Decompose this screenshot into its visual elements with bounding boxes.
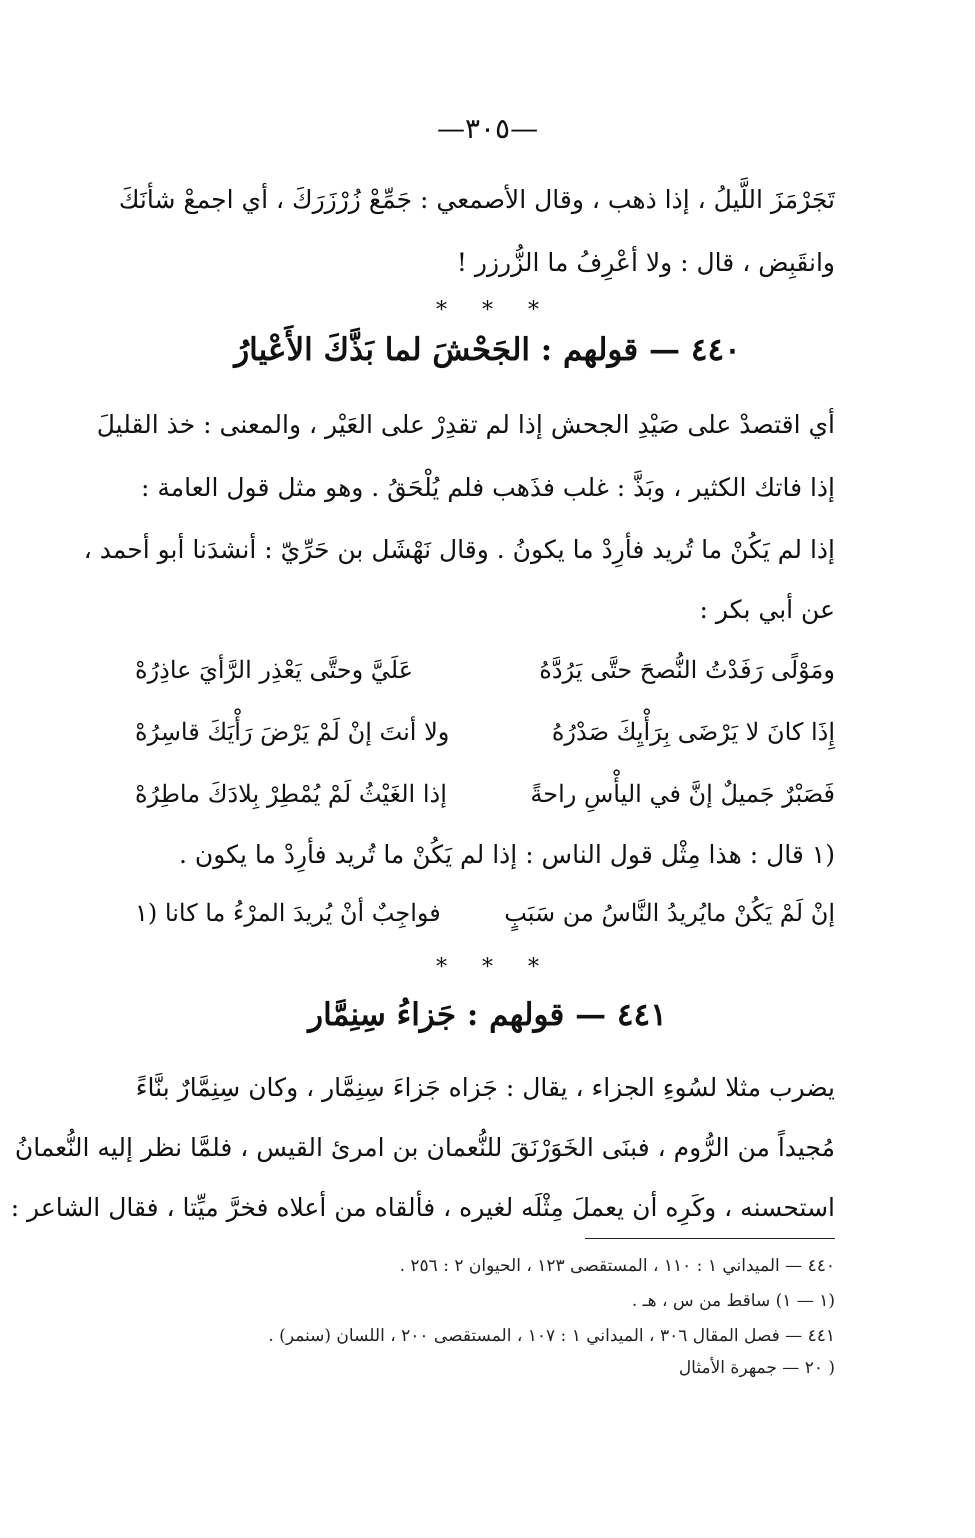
paragraph-line: عن أبي بكر :	[699, 595, 835, 624]
poem-verse	[135, 893, 835, 933]
poem-verse	[135, 712, 835, 752]
paragraph-line: إذا لم يَكُنْ ما تُريد فأرِدْ ما يكونُ . وقال نَهْشَل بن حَرِّيّ : أنشدَنا أبو أحمد ،	[83, 535, 835, 564]
verse-first-hemistich: ومَوْلًى رَفَدْتُ النُّصحَ حتَّى يَرُدَّهُ	[539, 656, 835, 684]
footnote: ٤٤١ — فصل المقال ٣٠٦ ، الميداني ١ : ١٠٧ ، المستقصى ٢٠٠ ، اللسان (سنمر) .	[268, 1326, 835, 1346]
paragraph-line: أي اقتصدْ على صَيْدِ الجحش إذا لم تقدِرْ على العَيْر ، والمعنى : خذ القليلَ	[96, 410, 835, 439]
paragraph-line: إذا فاتك الكثير ، وبَذَّ : غلب فذَهب فلم يُلْحَقُ . وهو مثل قول العامة :	[141, 473, 835, 502]
paragraph-line: تَجَرْمَزَ اللَّيلُ ، إذا ذهب ، وقال الأصمعي : جَمِّعْ زُرْزَرَكَ ، أي اجمعْ شأنَكَ	[118, 185, 835, 214]
paragraph-line: استحسنه ، وكَرِه أن يعملَ مِثْلَه لغيره ، فألقاه من أعلاه فخرَّ ميِّتا ، فقال الشاعر :	[10, 1193, 835, 1222]
section-separator: * * *	[436, 298, 539, 323]
verse-first-hemistich: إِذَا كانَ لا يَرْضَى بِرَأْيِكَ صَدْرُهُ	[551, 718, 835, 746]
verse-first-hemistich: فَصَبْرٌ جَميلٌ إنَّ في اليأْسِ راحةً	[530, 780, 835, 808]
poem-verse	[135, 650, 835, 690]
verse-second-hemistich: ولا أنتَ إنْ لَمْ يَرْضَ رَأْيَكَ قاسِرُهْ	[135, 718, 450, 746]
footnote: ٤٤٠ — الميداني ١ : ١١٠ ، المستقصى ١٢٣ ، الحيوان ٢ : ٢٥٦ .	[399, 1256, 835, 1276]
verse-second-hemistich: فواجِبٌ أنْ يُريدَ المرْءُ ما كانا (١	[135, 899, 441, 927]
footnote: (١ — ١) ساقط من س ، هـ .	[631, 1291, 835, 1311]
footnote: ( ٢٠ — جمهرة الأمثال	[678, 1358, 835, 1378]
proverb-heading-441: ٤٤١ — قولهم : جَزاءُ سِنِمَّار	[308, 997, 667, 1033]
paragraph-line: (١ قال : هذا مِثْل قول الناس : إذا لم يَكُنْ ما تُريد فأرِدْ ما يكون .	[178, 840, 835, 869]
verse-second-hemistich: عَلَيَّ وحتَّى يَعْذِر الرَّأيَ عاذِرُهْ	[135, 656, 414, 684]
section-separator: * * *	[436, 955, 539, 980]
verse-second-hemistich: إذا الغَيْثُ لَمْ يُمْطِرْ بِلادَكَ ماطِرُهْ	[135, 780, 447, 808]
poem-verse	[135, 774, 835, 814]
page-number: —٣٠٥—	[436, 112, 539, 145]
proverb-heading-440: ٤٤٠ — قولهم : الجَحْشَ لما بَذَّكَ الأَعْيارُ	[234, 332, 741, 368]
footnote-divider	[585, 1238, 835, 1239]
paragraph-line: مُجيداً من الرُّوم ، فبنَى الخَوَرْنَقَ للنُّعمان بن امرئ القيس ، فلمَّا نظر إليه النُّعمانُ	[14, 1133, 835, 1162]
verse-first-hemistich: إنْ لَمْ يَكُنْ مايُريدُ النَّاسُ من سَبَبٍ	[504, 899, 835, 927]
paragraph-line: يضرب مثلا لسُوءِ الجزاء ، يقال : جَزاه جَزاءَ سِنِمَّار ، وكان سِنِمَّارٌ بنَّاءً	[135, 1073, 835, 1102]
paragraph-line: وانقَبِض ، قال : ولا أعْرِفُ ما الزُّرزر !	[456, 248, 835, 277]
